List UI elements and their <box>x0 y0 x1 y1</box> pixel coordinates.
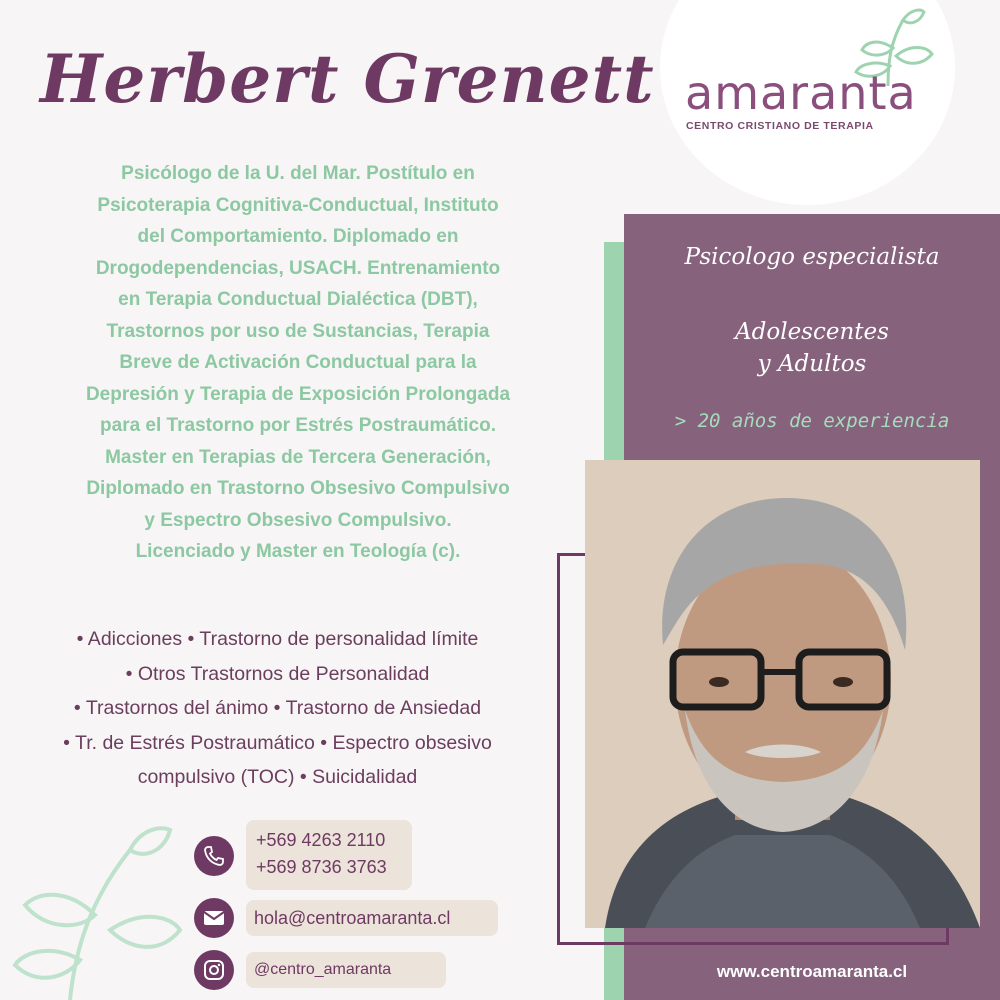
website-link[interactable]: www.centroamaranta.cl <box>716 962 908 981</box>
phone-number-1[interactable]: +569 4263 2110 <box>256 830 386 850</box>
specialty-line: • Otros Trastornos de Personalidad <box>125 662 430 685</box>
phone-icon <box>194 836 234 876</box>
phone-numbers <box>246 820 412 890</box>
audience-line: y Adultos <box>757 351 867 377</box>
bio-line: Master en Terapias de Tercera Generación, <box>105 446 491 468</box>
specialty-line: • Tr. de Estrés Postraumático • Espectro obsesivo <box>63 731 492 754</box>
therapist-photo <box>585 460 980 928</box>
bio-line: y Espectro Obsesivo Compulsivo. <box>144 509 452 531</box>
envelope-icon <box>194 898 234 938</box>
specialties-list <box>10 622 545 795</box>
bio-line: en Terapia Conductual Dialéctica (DBT), <box>118 289 478 310</box>
bio-line: Licenciado y Master en Teología (c). <box>135 541 461 562</box>
instagram-handle[interactable]: @centro_amaranta <box>246 952 446 988</box>
instagram-icon <box>194 950 234 990</box>
audience-text <box>624 316 1000 380</box>
experience-text: > 20 años de experiencia <box>674 410 950 432</box>
bio-text <box>18 158 578 568</box>
bio-line: Psicólogo de la U. del Mar. Postítulo en <box>121 163 475 184</box>
bio-line: del Comportamiento. Diplomado en <box>137 226 459 247</box>
therapist-name: Herbert Grenett <box>40 40 655 118</box>
portrait-illustration <box>585 460 980 928</box>
logo-wordmark: amaranta <box>685 66 917 120</box>
specialty-line: compulsivo (TOC) • Suicidalidad <box>137 766 418 788</box>
specialty-line: • Trastornos del ánimo • Trastorno de Ansiedad <box>73 697 482 719</box>
bio-line: Psicoterapia Cognitiva-Conductual, Instituto <box>97 194 499 216</box>
leaf-decoration-icon <box>0 820 200 1000</box>
logo-subtitle: CENTRO CRISTIANO DE TERAPIA <box>686 120 874 132</box>
bio-line: Diplomado en Trastorno Obsesivo Compulsivo <box>86 478 510 499</box>
phone-number-2[interactable]: +569 8736 3763 <box>256 857 387 877</box>
audience-line: Adolescentes <box>735 319 889 345</box>
panel-title: Psicologo especialista <box>684 244 940 270</box>
bio-line: Depresión y Terapia de Exposición Prolongada <box>85 383 511 405</box>
bio-line: Breve de Activación Conductual para la <box>119 352 477 373</box>
email-address[interactable]: hola@centroamaranta.cl <box>246 900 498 936</box>
specialty-line: • Adicciones • Trastorno de personalidad límite <box>76 628 479 650</box>
bio-line: para el Trastorno por Estrés Postraumático. <box>100 415 496 436</box>
bio-line: Trastornos por uso de Sustancias, Terapia <box>106 320 490 342</box>
bio-line: Drogodependencias, USACH. Entrenamiento <box>95 257 501 279</box>
